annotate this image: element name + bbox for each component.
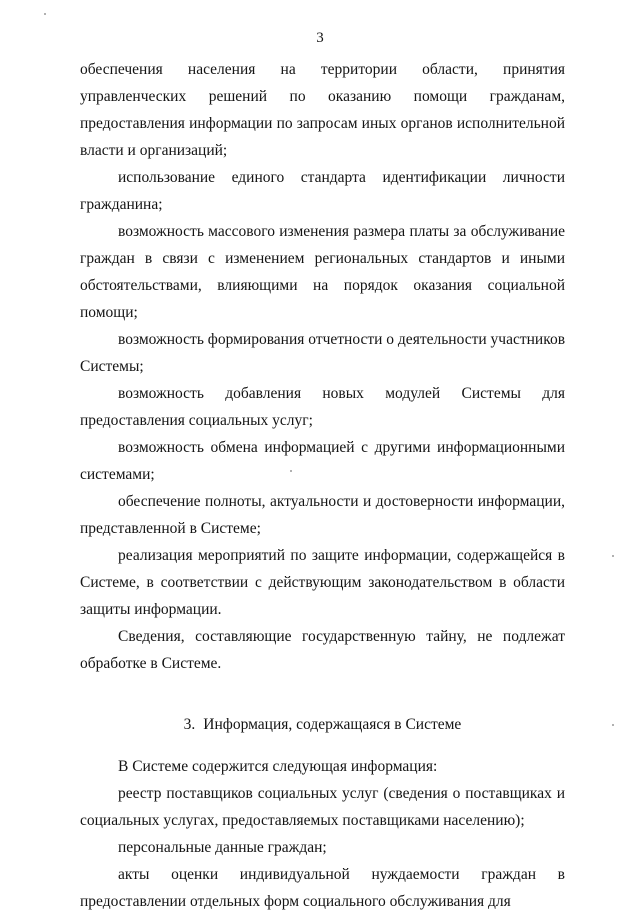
scan-speck — [290, 470, 292, 472]
page-number: 3 — [316, 30, 324, 46]
paragraph: обеспечение полноты, актуальности и достоверности информации, представленной в Системе; — [80, 493, 565, 537]
scan-speck — [612, 724, 614, 726]
paragraph: реализация мероприятий по защите информации, содержащейся в Системе, в соответствии с действующим законодательством в области защиты информации. — [80, 547, 565, 618]
paragraph: акты оценки индивидуальной нуждаемости граждан в предоставлении отдельных форм социального обслуживания для — [80, 866, 565, 910]
paragraph: реестр поставщиков социальных услуг (сведения о поставщиках и социальных услугах, предоставляемых поставщиками населению); — [80, 785, 565, 829]
paragraph: персональные данные граждан; — [118, 839, 327, 856]
scan-speck — [612, 555, 614, 557]
paragraph: возможность добавления новых модулей Системы для предоставления социальных услуг; — [80, 385, 565, 429]
paragraph: возможность массового изменения размера платы за обслуживание граждан в связи с изменением региональных стандартов и иными обстоятельствами, влияющими на порядок оказания социальной помощи; — [80, 223, 565, 321]
section-heading — [80, 711, 565, 738]
paragraph: использование единого стандарта идентификации личности гражданина; — [80, 169, 565, 213]
paragraph: возможность формирования отчетности о деятельности участников Системы; — [80, 331, 566, 375]
paragraph: возможность обмена информацией с другими информационными системами; — [80, 439, 565, 483]
paragraph: В Системе содержится следующая информация: — [118, 758, 438, 775]
section-title: Информация, содержащаяся в Системе — [203, 716, 462, 733]
paragraphs-bottom — [80, 753, 565, 915]
paragraph: обеспечения населения на территории области, принятия управленческих решений по оказанию помощи гражданам, предоставления информации по запросам иных органов исполнительной власти и организаций; — [80, 61, 565, 159]
scan-speck — [44, 13, 46, 15]
document-body — [80, 56, 565, 915]
paragraphs-top — [80, 56, 565, 677]
paragraph: Сведения, составляющие государственную тайну, не подлежат обработке в Системе. — [80, 628, 565, 672]
section-number: 3. — [183, 716, 196, 733]
